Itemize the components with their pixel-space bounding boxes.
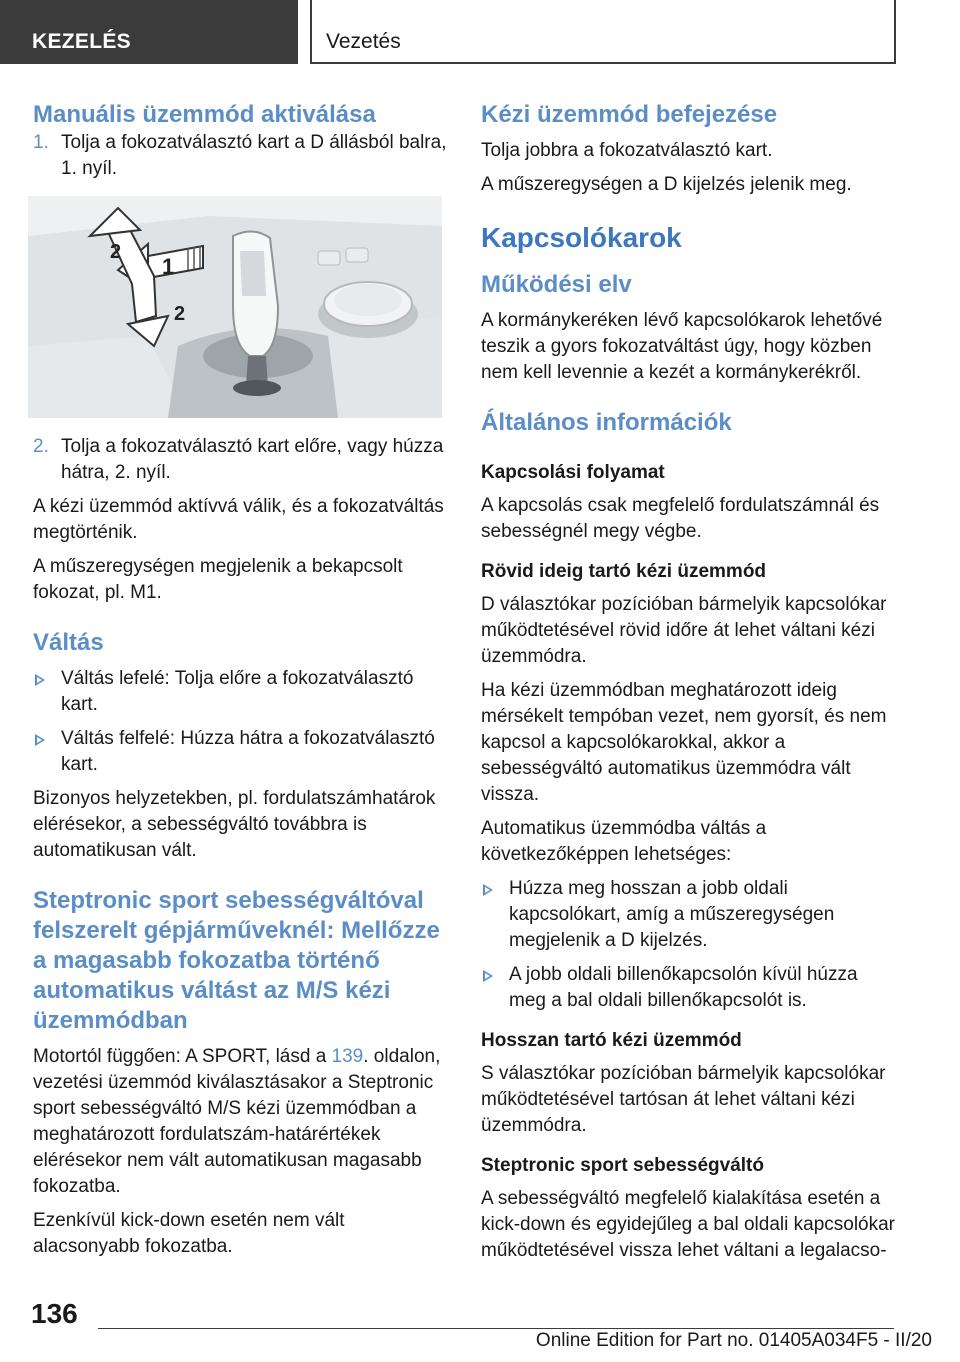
subheading-long-manual: Hosszan tartó kézi üzemmód <box>481 1030 742 1051</box>
subheading-short-manual: Rövid ideig tartó kézi üzemmód <box>481 561 767 582</box>
page-link[interactable]: 139 <box>331 1046 364 1067</box>
paragraph: A kapcsolás csak megfelelő fordulatszámnál és sebességnél megy végbe. <box>481 495 880 542</box>
bullet-item <box>481 876 899 954</box>
paragraph: A kormánykeréken lévő kapcsolókarok lehetővé teszik a gyors fokozatváltást úgy, hogy közben nem kell levennie a kezét a kormánykerékről. <box>481 310 883 383</box>
paragraph: A kézi üzemmód aktívvá válik, és a fokozatváltás megtörténik. <box>33 496 444 543</box>
page-number: 136 <box>31 1298 78 1329</box>
left-column <box>33 100 451 1260</box>
heading-principle: Működési elv <box>481 271 632 298</box>
edition-text: Online Edition for Part no. 01405A034F5 - II/20 <box>535 1330 932 1351</box>
triangle-bullet-icon <box>483 970 493 982</box>
bullet-text: A jobb oldali billenőkapcsolón kívül húzza meg a bal oldali billenőkapcsolót is. <box>509 964 858 1011</box>
step-1 <box>33 130 451 182</box>
chapter-box <box>310 0 896 64</box>
bullet-item <box>33 726 451 778</box>
triangle-bullet-icon <box>35 674 45 686</box>
paragraph: Ha kézi üzemmódban meghatározott ideig mérsékelt tempóban vezet, nem gyorsít, és nem kapcsol a kapcsolókarokkal, akkor a sebességváltó automatikus üzemmódra vált vissza. <box>481 680 887 805</box>
paragraph <box>33 1044 451 1200</box>
bullet-item <box>481 962 899 1014</box>
bullet-text: Váltás lefelé: Tolja előre a fokozatválasztó kart. <box>61 668 414 715</box>
heading-shifting: Váltás <box>33 629 104 656</box>
step-2 <box>33 434 451 486</box>
heading-steptronic: Steptronic sport sebességváltóval felszerelt gépjárműveknél: Mellőzze a magasabb fokozatba történő automatikus váltást az M/S kézi üzemmódban <box>33 887 440 1034</box>
heading-general-info: Általános információk <box>481 409 732 436</box>
step-number: 1. <box>33 132 49 153</box>
heading-paddles: Kapcsolókarok <box>481 222 682 253</box>
text: Motortól függően: A SPORT, lásd a <box>33 1046 332 1067</box>
triangle-bullet-icon <box>35 734 45 746</box>
chapter-title: Vezetés <box>326 30 401 53</box>
subheading-steptronic-sport: Steptronic sport sebességváltó <box>481 1155 764 1176</box>
paragraph: S választókar pozícióban bármelyik kapcsolókar működtetésével tartósan át lehet váltani kézi üzemmódra. <box>481 1063 886 1136</box>
paragraph: Bizonyos helyzetekben, pl. fordulatszámhatárok elérésekor, a sebességváltó továbbra is automatikusan vált. <box>33 788 436 861</box>
step-text: Tolja a fokozatválasztó kart előre, vagy húzza hátra, 2. nyíl. <box>61 436 444 483</box>
step-number: 2. <box>33 436 49 457</box>
section-title: KEZELÉS <box>0 0 298 64</box>
page-footer <box>0 1290 960 1362</box>
bullet-text: Húzza meg hosszan a jobb oldali kapcsolókart, amíg a műszeregységen megjelenik a D kijelzés. <box>509 878 835 951</box>
paragraph: D választókar pozícióban bármelyik kapcsolókar működtetésével rövid időre át lehet váltani kézi üzemmódra. <box>481 594 887 667</box>
paragraph: Tolja jobbra a fokozatválasztó kart. <box>481 140 773 161</box>
page-header <box>0 0 960 68</box>
right-column <box>481 100 899 1264</box>
footer-divider <box>98 1328 894 1329</box>
paragraph: A műszeregységen a D kijelzés jelenik meg. <box>481 174 852 195</box>
gear-selector-figure <box>28 196 442 418</box>
arrow-2-bottom-label: 2 <box>174 303 186 325</box>
paragraph: Automatikus üzemmódba váltás a következőképpen lehetséges: <box>481 818 767 865</box>
arrow-2-top-label: 2 <box>110 241 122 263</box>
bullet-item <box>33 666 451 718</box>
step-text: Tolja a fokozatválasztó kart a D állásból balra, 1. nyíl. <box>61 132 447 179</box>
heading-manual-activation: Manuális üzemmód aktiválása <box>33 101 376 128</box>
paragraph: A sebességváltó megfelelő kialakítása esetén a kick-down és egyidejűleg a bal oldali kapcsolókar működtetésével vissza lehet váltani a legalacso- <box>481 1188 896 1261</box>
subheading-shifting-process: Kapcsolási folyamat <box>481 462 665 483</box>
paragraph: A műszeregységen megjelenik a bekapcsolt fokozat, pl. M1. <box>33 556 403 603</box>
paragraph: Ezenkívül kick-down esetén nem vált alacsonyabb fokozatba. <box>33 1210 345 1257</box>
arrow-1-label: 1 <box>162 254 175 279</box>
heading-end-manual: Kézi üzemmód befejezése <box>481 101 778 128</box>
text: . oldalon, vezetési üzemmód kiválasztásakor a Steptronic sport sebességváltó M/S kézi üzemmódban a meghatározott fordulatszám-határértékek elérésekor nem vált automatikusan magasabb fokozatba. <box>33 1046 441 1197</box>
triangle-bullet-icon <box>483 884 493 896</box>
bullet-text: Váltás felfelé: Húzza hátra a fokozatválasztó kart. <box>61 728 435 775</box>
gear-selector-illustration <box>28 196 442 418</box>
